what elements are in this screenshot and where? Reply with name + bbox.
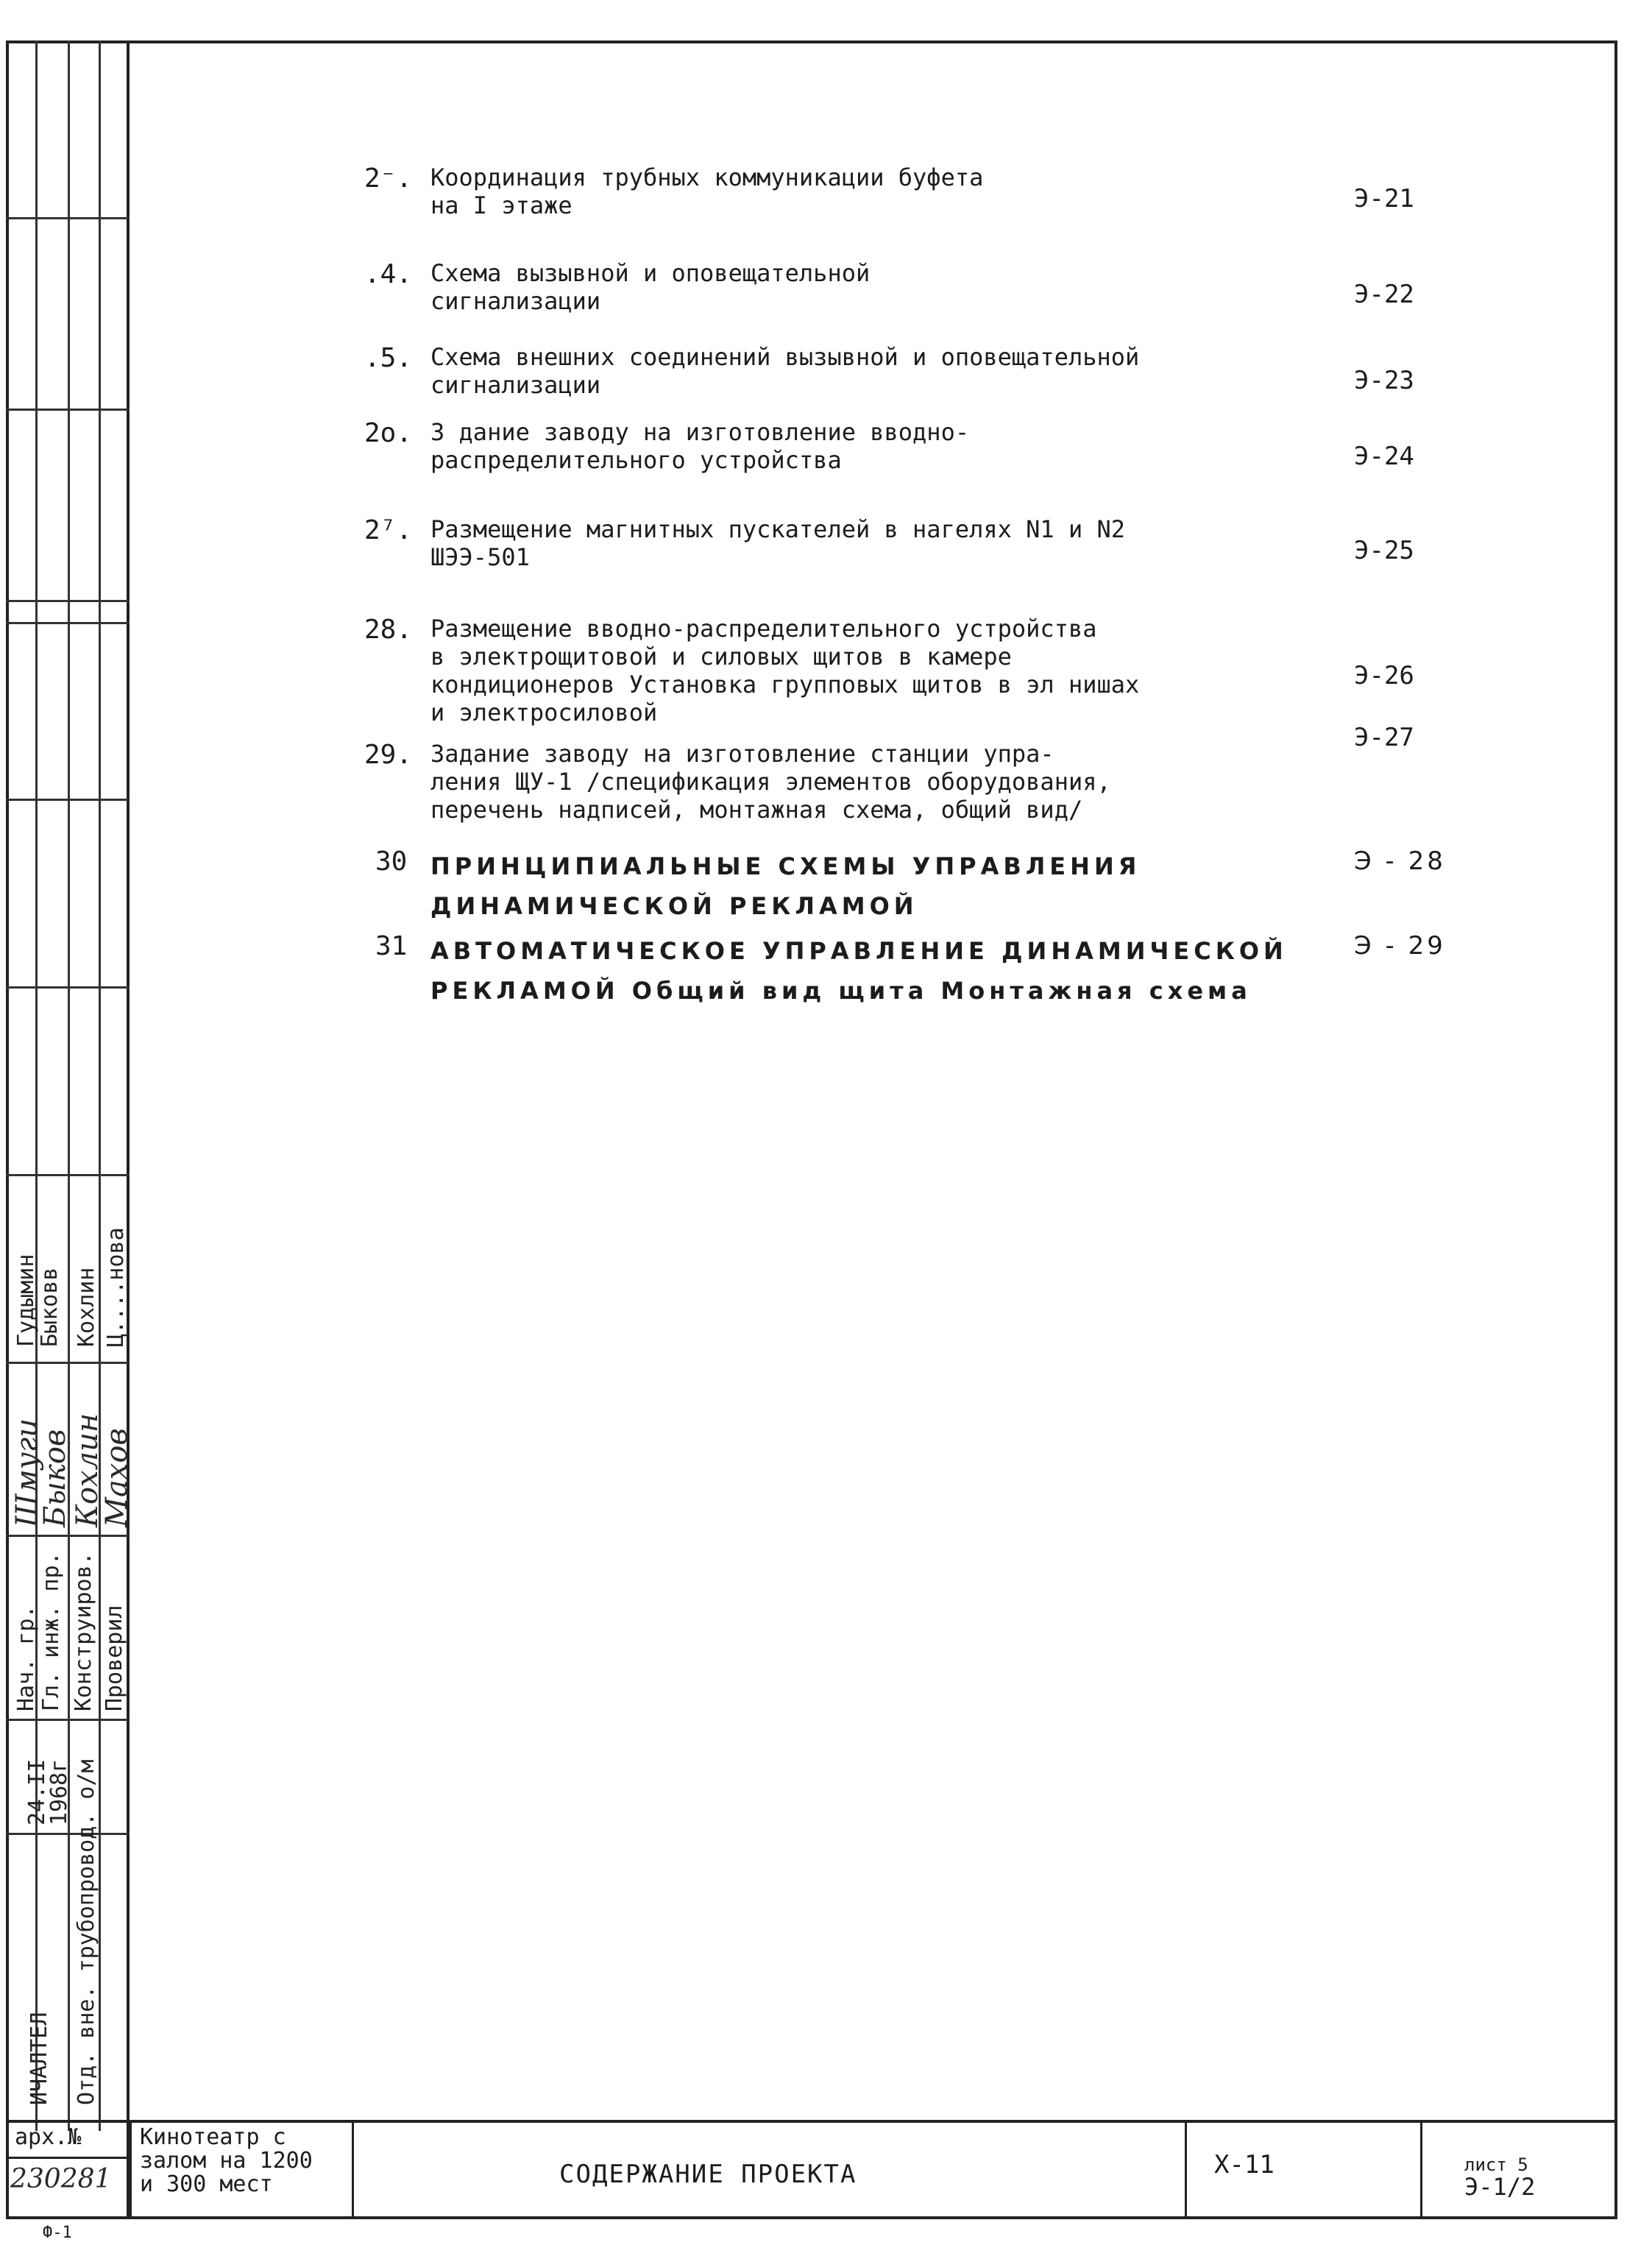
sheet-value: Э-1/2 bbox=[1464, 2173, 1536, 2201]
item-text: Схема вызывной и оповещательной сигнализации bbox=[430, 259, 871, 315]
stamp-name-3: Кохлин bbox=[74, 1267, 99, 1347]
stamp-signature-1: Шмуги bbox=[10, 1418, 44, 1527]
stamp-author: ИЧАЛТЕЛ bbox=[26, 2012, 52, 2105]
list-item bbox=[364, 515, 1321, 574]
stamp-signature-4: Махов bbox=[100, 1428, 134, 1527]
side-hline bbox=[6, 799, 130, 801]
side-hline bbox=[6, 1362, 130, 1364]
stamp-text: Кинотеатр с залом на 1200 и 300 мест bbox=[140, 2124, 313, 2197]
item-number: 31 bbox=[375, 931, 408, 961]
side-hline bbox=[6, 1833, 130, 1835]
stamp-name-2: Быковв bbox=[37, 1267, 63, 1347]
stamp-signature-2: Быков bbox=[38, 1429, 72, 1527]
stamp-org: Отд. вне. трубопровод. о/м bbox=[74, 1759, 99, 2105]
item-number: .4. bbox=[364, 259, 413, 289]
item-text: Размещение вводно-распределительного устройства в электрощитовой и силовых щитов в камере кондиционеров Установка групповых щитов в эл нишах и электросиловой bbox=[430, 615, 1140, 726]
item-text: Размещение магнитных пускателей в нагелях N1 и N2 ШЭЭ-501 bbox=[430, 515, 1126, 571]
side-hline bbox=[6, 1535, 130, 1537]
list-item bbox=[364, 259, 1321, 318]
item-code: Э-24 bbox=[1354, 442, 1414, 471]
stamp-role-2: Гл. инж. пр. bbox=[38, 1552, 64, 1711]
arch-number: 230281 bbox=[10, 2164, 112, 2194]
item-code: Э - 29 bbox=[1354, 931, 1446, 961]
side-hline bbox=[6, 600, 130, 602]
title-block-divider bbox=[6, 2157, 130, 2159]
list-item bbox=[364, 740, 1321, 828]
item-code: Э-25 bbox=[1354, 536, 1414, 565]
item-code: Э-26 bbox=[1354, 661, 1414, 690]
item-number: 2⁻. bbox=[364, 163, 413, 194]
stamp-name-1: Гудымин bbox=[13, 1254, 39, 1347]
title-block-top bbox=[6, 2120, 1617, 2123]
side-hline bbox=[6, 409, 130, 411]
list-item bbox=[364, 163, 1321, 222]
stamp-signature-3: Кохлин bbox=[71, 1413, 104, 1527]
side-hline bbox=[6, 1719, 130, 1721]
side-hline bbox=[6, 217, 130, 219]
item-text: ПРИНЦИПИАЛЬНЫЕ СХЕМЫ УПРАВЛЕНИЯ ДИНАМИЧЕСКОЙ РЕКЛАМОЙ bbox=[430, 852, 1141, 920]
title-block-divider bbox=[1185, 2120, 1187, 2219]
item-number: 28. bbox=[364, 615, 413, 645]
list-item bbox=[364, 846, 1321, 935]
arch-label: арх.№ bbox=[15, 2124, 82, 2150]
item-code: Э-22 bbox=[1354, 280, 1414, 309]
list-item bbox=[364, 931, 1321, 1019]
stamp-role-4: Проверил bbox=[102, 1605, 127, 1711]
stamp-name-4: Ц....нова bbox=[103, 1227, 129, 1347]
title-block-divider bbox=[352, 2120, 354, 2219]
side-hline bbox=[6, 1174, 130, 1176]
stamp-role-3: Конструиров. bbox=[71, 1552, 96, 1711]
document-title: СОДЕРЖАНИЕ ПРОЕКТА bbox=[559, 2160, 857, 2189]
item-text: АВТОМАТИЧЕСКОЕ УПРАВЛЕНИЕ ДИНАМИЧЕСКОЙ РЕКЛАМОЙ Общий вид щита Монтажная схема bbox=[430, 937, 1288, 1005]
item-text: З дание заводу на изготовление вводно- распределительного устройства bbox=[430, 418, 970, 474]
item-number: 30 bbox=[375, 846, 408, 877]
list-item bbox=[364, 343, 1321, 402]
item-text: Задание заводу на изготовление станции упра- ления ЩУ-1 /спецификация элементов оборудования, перечень надписей, монтажная схема, общий вид/ bbox=[430, 740, 1111, 824]
item-code: Э-27 bbox=[1354, 723, 1414, 752]
stamp-role-1: Нач. гр. bbox=[13, 1605, 39, 1711]
form-label: Ф-1 bbox=[43, 2224, 72, 2242]
item-number: .5. bbox=[364, 343, 413, 373]
title-block-divider bbox=[130, 2120, 132, 2219]
item-code: Э-23 bbox=[1354, 366, 1414, 395]
sheet-label: лист 5 bbox=[1464, 2154, 1528, 2175]
item-text: Координация трубных коммуникации буфета на I этаже bbox=[430, 163, 984, 219]
title-block-divider bbox=[1420, 2120, 1422, 2219]
stamp-date: 24.II 1968г bbox=[24, 1758, 72, 1825]
item-number: 29. bbox=[364, 740, 413, 770]
list-item bbox=[364, 418, 1321, 477]
list-item bbox=[364, 615, 1321, 732]
item-text: Схема внешних соединений вызывной и оповещательной сигнализации bbox=[430, 343, 1140, 399]
side-hline bbox=[6, 622, 130, 624]
document-code: X-11 bbox=[1214, 2150, 1275, 2179]
item-number: 2⁷. bbox=[364, 515, 413, 545]
item-code: Э-21 bbox=[1354, 184, 1414, 213]
item-number: 2о. bbox=[364, 418, 413, 448]
side-hline bbox=[6, 986, 130, 989]
item-code: Э - 28 bbox=[1354, 846, 1446, 876]
